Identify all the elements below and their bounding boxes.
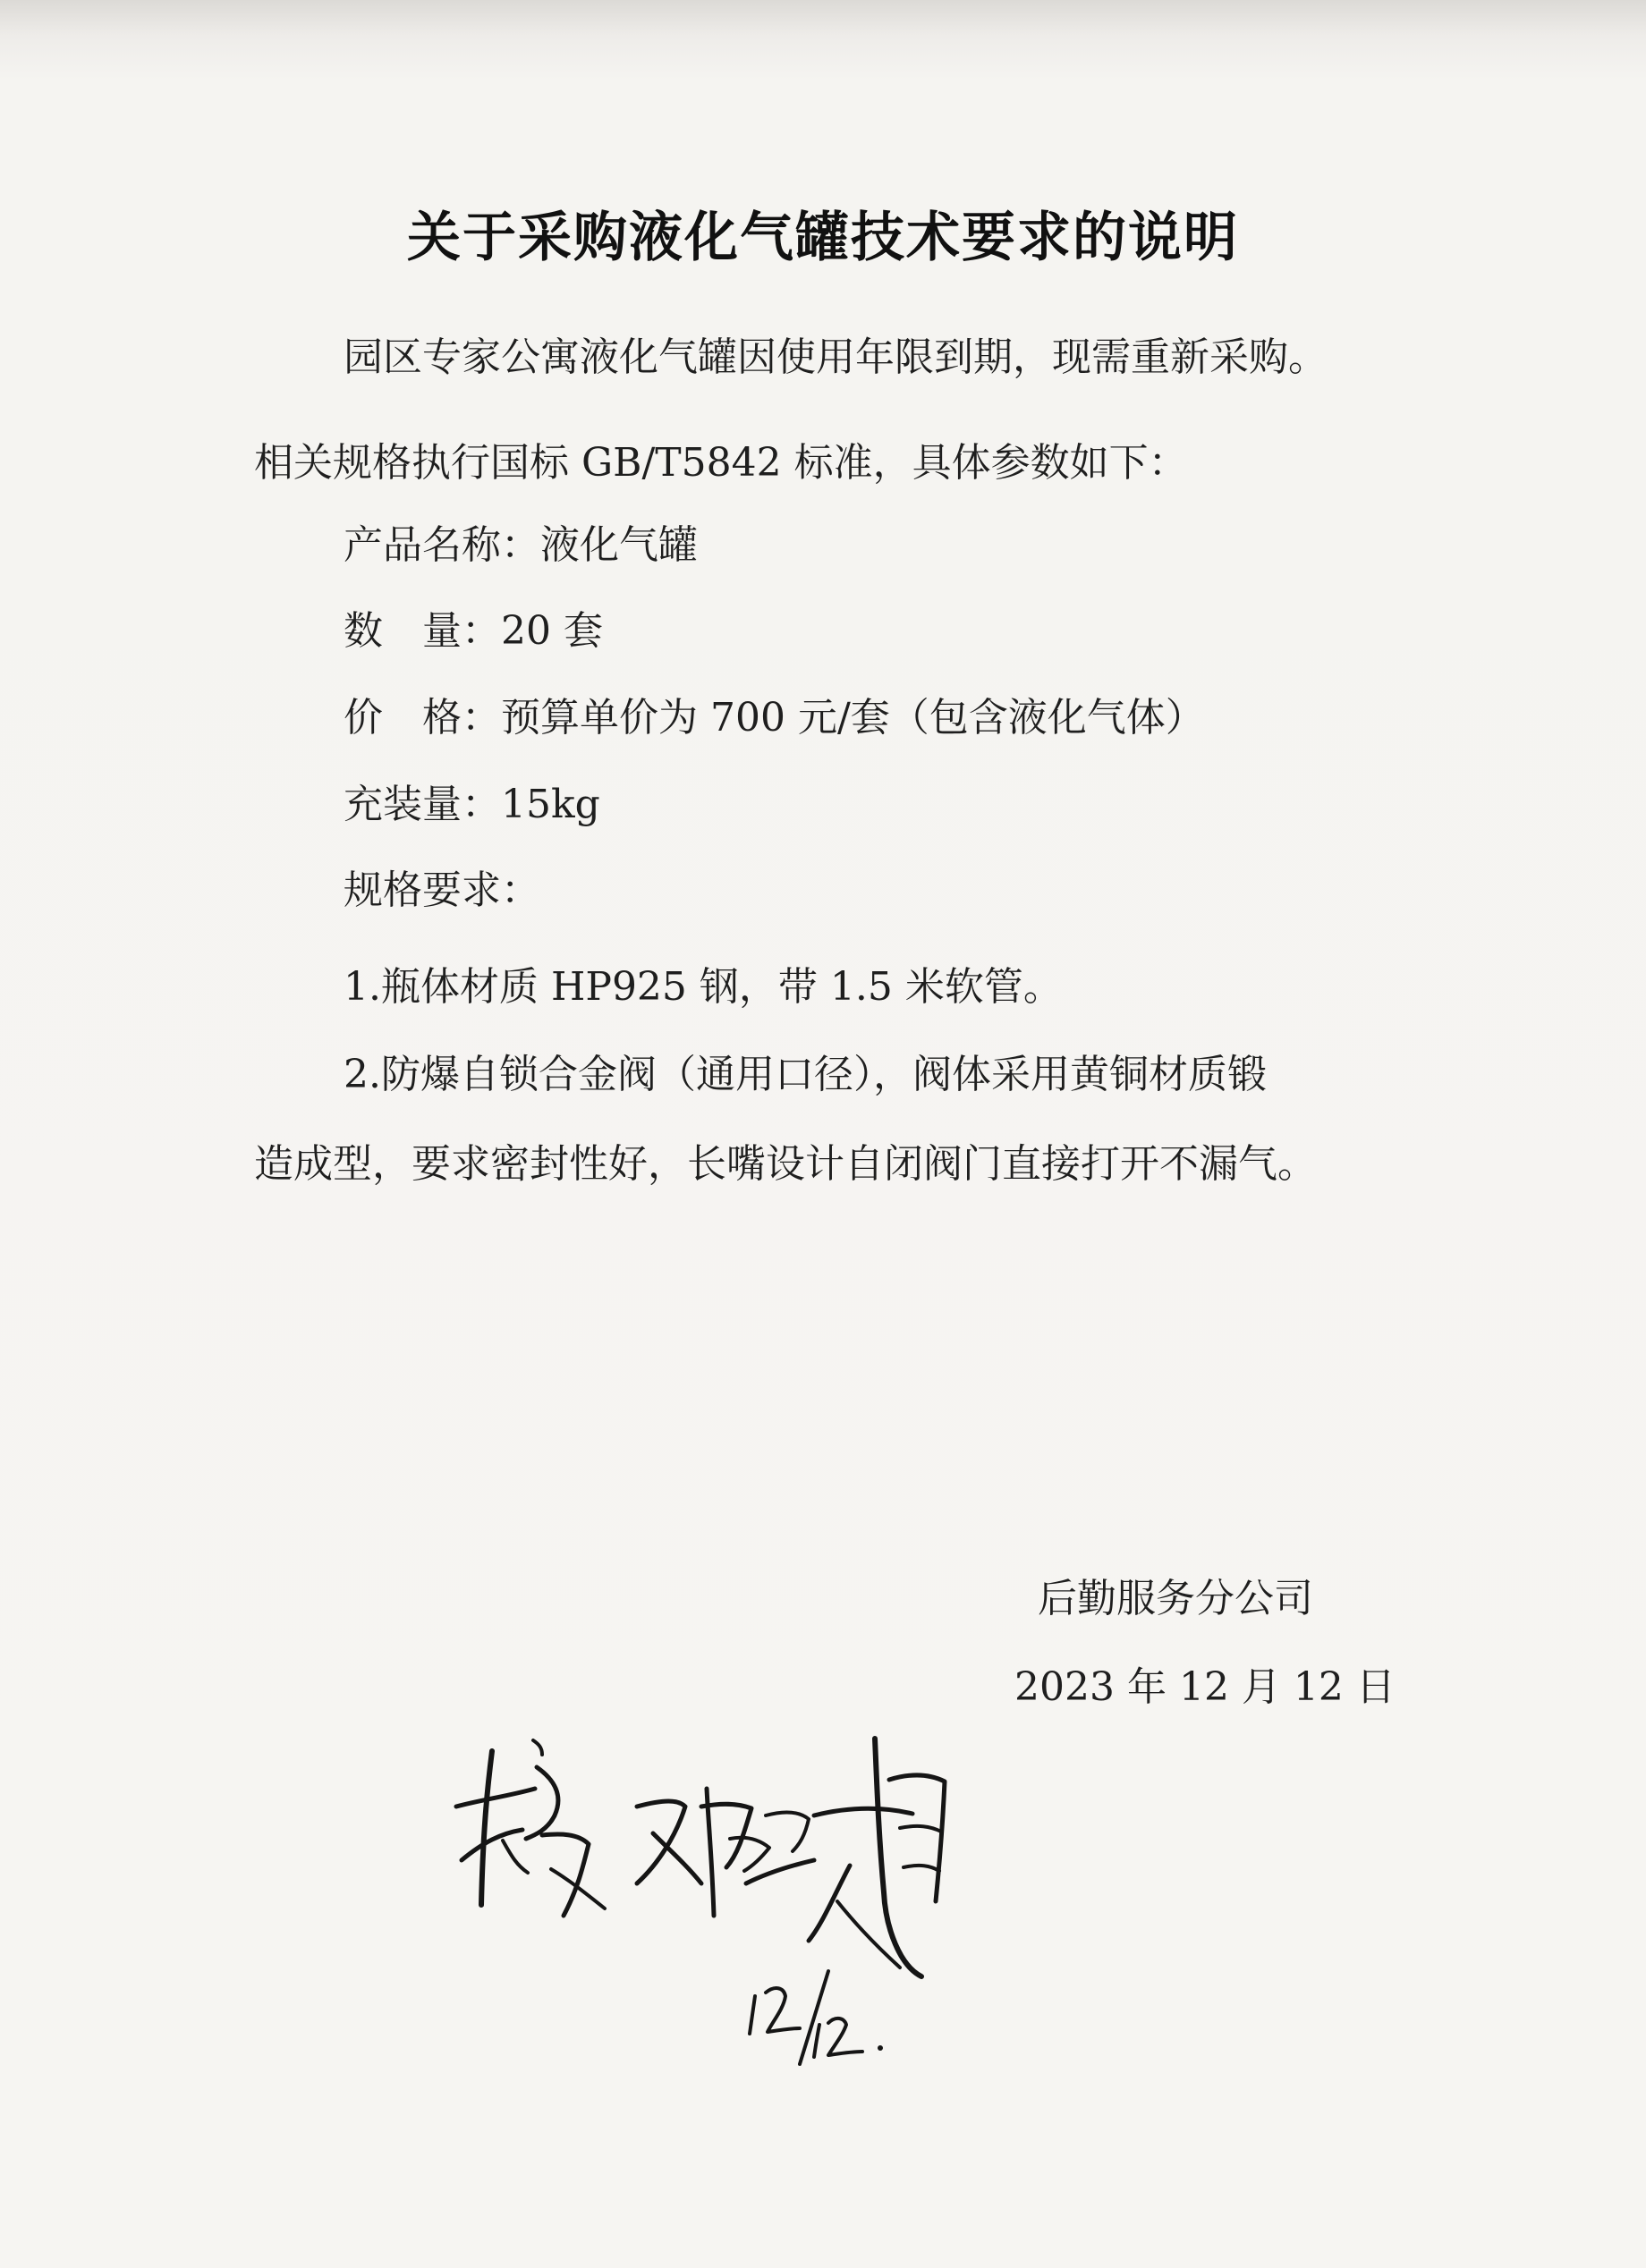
document-title: 关于采购液化气罐技术要求的说明 xyxy=(407,207,1239,269)
price: 价 格：预算单价为 700 元/套（包含液化气体） xyxy=(344,695,1205,740)
quantity: 数 量：20 套 xyxy=(344,608,603,654)
footer-date: 2023 年 12 月 12 日 xyxy=(1014,1664,1396,1710)
fill-amount: 充装量：15kg xyxy=(344,782,600,827)
footer-organization: 后勤服务分公司 xyxy=(1038,1576,1313,1621)
spec-item-2-line-1: 2.防爆自锁合金阀（通用口径），阀体采用黄铜材质锻 xyxy=(344,1052,1267,1097)
spec-item-2-line-2: 造成型，要求密封性好，长嘴设计自闭阀门直接打开不漏气。 xyxy=(254,1141,1317,1187)
intro-line-2: 相关规格执行国标 GB/T5842 标准，具体参数如下： xyxy=(254,440,1188,486)
product-name: 产品名称：液化气罐 xyxy=(344,522,698,568)
spec-item-1: 1.瓶体材质 HP925 钢，带 1.5 米软管。 xyxy=(344,964,1063,1010)
intro-line-1: 园区专家公寓液化气罐因使用年限到期，现需重新采购。 xyxy=(344,334,1328,380)
spec-heading: 规格要求： xyxy=(344,867,540,913)
handwritten-signature xyxy=(429,1681,984,2066)
